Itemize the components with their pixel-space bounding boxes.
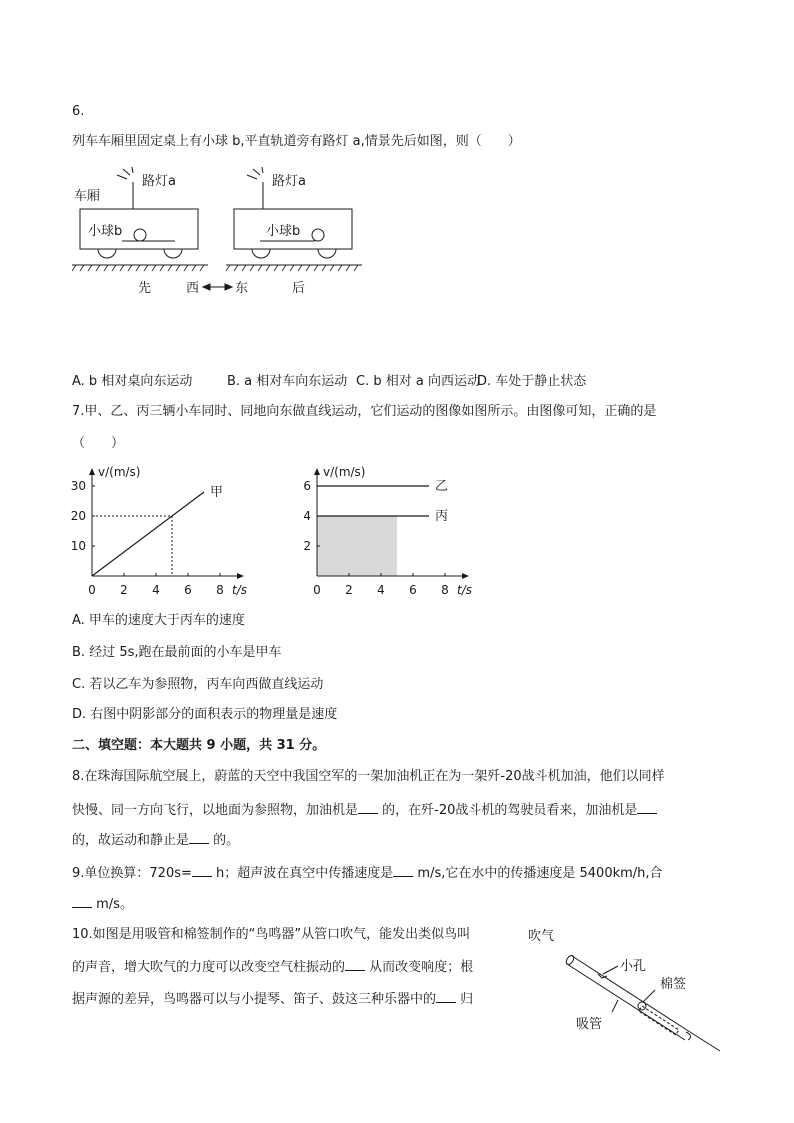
q7-stem-line2: （ ） <box>72 436 125 451</box>
y-tick-label: 30 <box>70 479 86 493</box>
ball-left-label: 小球b <box>88 224 123 239</box>
x-tick-label: 8 <box>441 583 449 597</box>
series-label: 丙 <box>435 509 449 524</box>
label-after: 后 <box>292 281 306 296</box>
car-label: 车厢 <box>74 189 101 204</box>
y-axis-label: v/(m/s) <box>98 465 141 479</box>
q8-blank-3[interactable] <box>189 831 209 844</box>
q8-line2: 快慢、同一方向飞行，以地面为参照物，加油机是 的，在歼-20战斗机的驾驶员看来，加油机是 <box>72 801 657 819</box>
lamp-left-label: 路灯a <box>142 174 176 189</box>
chart-left-v-t <box>60 460 260 600</box>
lamp-right <box>247 167 263 209</box>
y-axis-arrow <box>314 468 320 475</box>
label-blow: 吹气 <box>528 929 555 944</box>
q9-line1: 9.单位换算：720s= h；超声波在真空中传播速度是 m/s,它在水中的传播速度是 5400km/h,合 <box>72 866 663 881</box>
q7-stem-line1: 7.甲、乙、丙三辆小车同时、同地向东做直线运动，它们运动的图像如图所示。由图像可知，正确的是 <box>72 404 657 419</box>
label-swab: 棉签 <box>660 977 687 992</box>
label-hole: 小孔 <box>620 959 647 974</box>
q6-option-d: D. 车处于静止状态 <box>477 374 587 389</box>
x-tick-label: 0 <box>88 583 96 597</box>
q7-option-c: C. 若以乙车为参照物，丙车向西做直线运动 <box>72 677 324 692</box>
section-heading: 二、填空题：本大题共 9 小题，共 31 分。 <box>72 738 326 753</box>
q8-blank-1[interactable] <box>358 801 378 814</box>
q9-line2: m/s。 <box>72 895 133 913</box>
lamp-right-label: 路灯a <box>272 174 306 189</box>
q10-figure-bird-whistle <box>520 920 730 1060</box>
q6-option-c: C. b 相对 a 向西运动 <box>356 374 480 389</box>
y-tick-label: 20 <box>70 509 86 523</box>
x-axis-label: t/s <box>457 583 472 597</box>
x-tick-label: 6 <box>409 583 417 597</box>
x-tick-label: 2 <box>345 583 353 597</box>
q7-option-d: D. 右图中阴影部分的面积表示的物理量是速度 <box>72 707 338 722</box>
y-tick-label: 10 <box>70 539 86 553</box>
y-tick-label: 2 <box>303 539 311 553</box>
q9-blank-2[interactable] <box>393 864 413 877</box>
q6-option-a: A. b 相对桌向东运动 <box>72 374 193 389</box>
q10-blank-1[interactable] <box>345 958 365 971</box>
chart-right-v-t <box>285 460 485 600</box>
q7-option-b: B. 经过 5s,跑在最前面的小车是甲车 <box>72 645 282 660</box>
shaded-area <box>317 516 397 576</box>
q10-line2: 的声音，增大吹气的力度可以改变空气柱振动的 从而改变响度；根 <box>72 960 474 975</box>
q7-option-a: A. 甲车的速度大于丙车的速度 <box>72 613 245 628</box>
x-tick-label: 0 <box>313 583 321 597</box>
x-tick-label: 6 <box>184 583 192 597</box>
x-tick-label: 4 <box>152 583 160 597</box>
q10-line1: 10.如图是用吸管和棉签制作的“鸟鸣器”从管口吹气，能发出类似鸟叫 <box>72 927 471 942</box>
label-before: 先 <box>138 281 152 296</box>
ball-right-label: 小球b <box>266 224 301 239</box>
ball-left <box>134 229 146 241</box>
ball-right <box>312 229 324 241</box>
double-arrow-icon <box>203 284 232 290</box>
series-label: 乙 <box>435 479 449 494</box>
q6-option-b: B. a 相对车向东运动 <box>227 374 348 389</box>
q10-line3: 据声源的差异，鸟鸣器可以与小提琴、笛子、鼓这三种乐器中的 归 <box>72 992 474 1007</box>
x-tick-label: 2 <box>120 583 128 597</box>
y-axis-arrow <box>89 468 95 475</box>
q8-line3: 的，故运动和静止是 的。 <box>72 833 240 848</box>
x-tick-label: 4 <box>377 583 385 597</box>
label-west: 西 <box>186 281 200 296</box>
x-axis-arrow <box>462 573 469 579</box>
lamp-left <box>117 167 133 209</box>
y-tick-label: 6 <box>303 479 311 493</box>
x-axis-label: t/s <box>232 583 247 597</box>
q8-blank-2[interactable] <box>637 801 657 814</box>
series-line <box>92 492 204 576</box>
label-east: 东 <box>235 281 249 296</box>
q6-number: 6. <box>72 104 85 119</box>
y-axis-label: v/(m/s) <box>323 465 366 479</box>
x-axis-arrow <box>237 573 244 579</box>
q9-blank-3[interactable] <box>72 895 92 908</box>
q10-blank-2[interactable] <box>436 990 456 1003</box>
series-label: 甲 <box>210 485 224 500</box>
y-tick-label: 4 <box>303 509 311 523</box>
q8-line1: 8.在珠海国际航空展上，蔚蓝的天空中我国空军的一架加油机正在为一架歼-20战斗机加油，他们以同样 <box>72 769 665 784</box>
x-tick-label: 8 <box>216 583 224 597</box>
label-straw: 吸管 <box>576 1017 603 1032</box>
q6-stem: 列车车厢里固定桌上有小球 b,平直轨道旁有路灯 a,情景先后如图，则（ ） <box>72 134 521 149</box>
q6-figure <box>60 165 380 305</box>
q9-blank-1[interactable] <box>192 864 212 877</box>
